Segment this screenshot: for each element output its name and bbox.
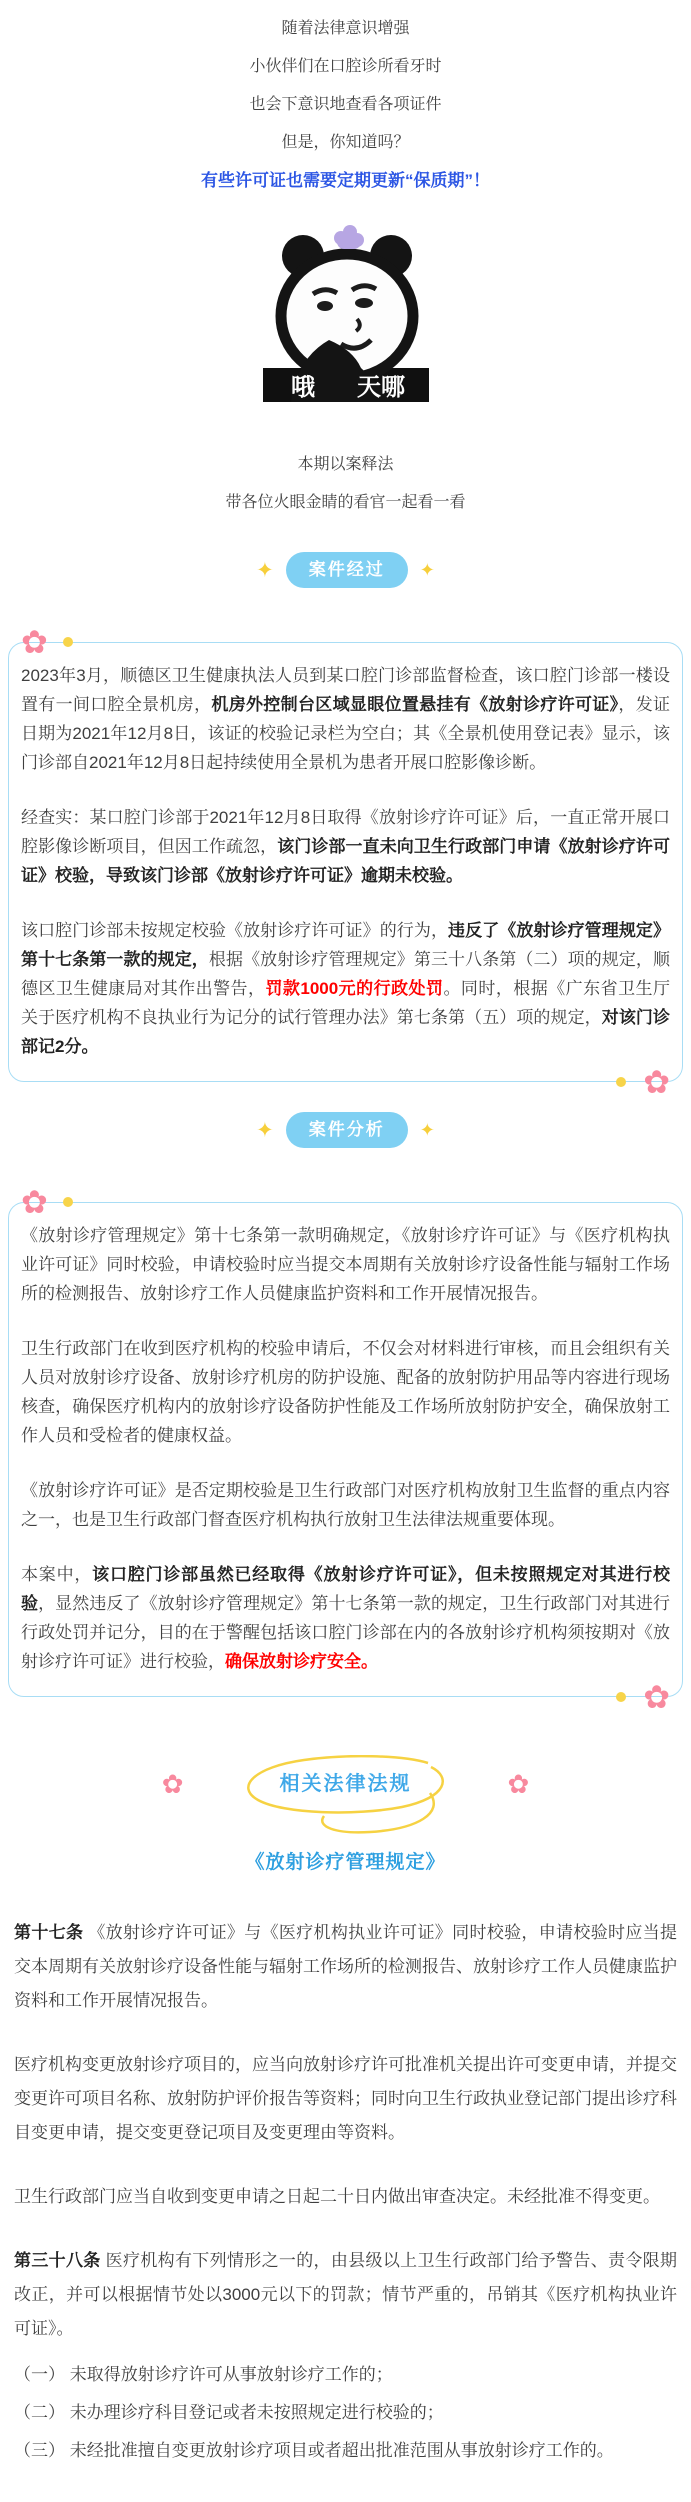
text-line: 但是，你知道吗？ — [281, 134, 410, 151]
dot-icon — [616, 1692, 626, 1702]
panda-meme-drawing — [257, 216, 435, 402]
body-text: 医疗机构变更放射诊疗项目的，应当向放射诊疗许可批准机关提出许可变更申请，并提交变更许可项目名称、放射防护评价报告等资料；同时向卫生行政执业登记部门提出诊疗科目变更申请，提交变更登记项目及变更理由等资料。 — [14, 2055, 677, 2142]
paragraph — [14, 2358, 677, 2392]
dot-icon — [63, 637, 73, 647]
related-laws-title: 相关法律法规 — [279, 1773, 412, 1795]
paragraph — [14, 2434, 677, 2468]
body-text: 2023年3月，顺德区卫生健康执法人员到某口腔门诊部监督检查，该口腔门诊部一楼设置有一间口腔全景机房， — [21, 666, 670, 714]
paragraph — [21, 1560, 670, 1676]
case-process-badge-label: 案件经过 — [286, 552, 408, 588]
red-emphasis-text: 确保放射诊疗安全。 — [225, 1652, 378, 1671]
body-text: ，发证日期为2021年12月8日，该证的校验记录栏为空白；其《全景机使用登记表》显示，该门诊部自2021年12月8日起持续使用全景机为患者开展口腔影像诊断。 — [21, 695, 671, 772]
paragraph — [14, 2396, 677, 2430]
paragraph — [21, 803, 670, 890]
body-text: ，显然违反了《放射诊疗管理规定》第十七条第一款的规定，卫生行政部门对其进行行政处罚并记分，目的在于警醒包括该口腔门诊部在内的各放射诊疗机构须按期对《放射诊疗许可证》进行校验， — [21, 1594, 671, 1671]
case-process-paragraphs — [21, 661, 670, 1061]
star-icon: ✦ — [256, 1118, 274, 1142]
case-analysis-paragraphs — [21, 1221, 670, 1676]
section-badge-case-process — [0, 552, 691, 588]
bold-emphasis-text: 机房外控制台区域显眼位置悬挂有《放射诊疗许可证》 — [211, 695, 619, 714]
body-text: （一） 未取得放射诊疗许可从事放射诊疗工作的； — [14, 2365, 393, 2384]
flower-icon: ✿ — [161, 1769, 184, 1799]
bold-emphasis-text: 该门诊部一直未向卫生行政部门申请《放射诊疗许可证》校验，导致该门诊部《放射诊疗许可证》逾期未校验。 — [21, 837, 671, 885]
paragraph — [14, 2244, 677, 2346]
bold-emphasis-text: 第三十八条 — [14, 2251, 101, 2270]
flower-icon: ✿ — [21, 624, 48, 660]
red-emphasis-text: 罚款1000元的行政处罚 — [265, 979, 444, 998]
bold-emphasis-text: 对该门诊部记2分。 — [21, 1008, 671, 1056]
body-text: 医疗机构有下列情形之一的，由县级以上卫生行政部门给予警告、责令限期改正，并可以根据情节处以3000元以下的罚款；情节严重的，吊销其《医疗机构执业许可证》。 — [14, 2251, 677, 2338]
meme-caption-right: 天哪 — [356, 374, 405, 401]
paragraph — [14, 2180, 677, 2214]
case-process-card — [8, 624, 683, 1100]
body-text: 。同时，根据《广东省卫生厅关于医疗机构不良执业行为记分的试行管理办法》第七条第（五）项的规定， — [21, 979, 670, 1027]
body-text: 根据《放射诊疗管理规定》第三十八条第（二）项的规定，顺德区卫生健康局对其作出警告， — [21, 950, 671, 998]
body-text: 经查实：某口腔门诊部于2021年12月8日取得《放射诊疗许可证》后，一直正常开展口腔影像诊断项目，但因工作疏忽， — [21, 808, 670, 856]
star-icon: ✦ — [419, 1120, 435, 1140]
paragraph — [14, 1916, 677, 2018]
dot-icon — [63, 1197, 73, 1207]
text-line: 本期以案释法 — [297, 456, 394, 473]
meme-caption-left: 哦 — [290, 374, 315, 401]
case-analysis-card — [8, 1184, 683, 1715]
related-laws-header — [0, 1755, 691, 1841]
law-articles — [14, 1916, 677, 2346]
bold-emphasis-text: 该口腔门诊部虽然已经取得《放射诊疗许可证》，但未按照规定对其进行校验 — [21, 1565, 671, 1613]
flower-icon: ✿ — [643, 1679, 670, 1715]
body-text: 《放射诊疗许可证》是否定期校验是卫生行政部门对医疗机构放射卫生监督的重点内容之一，也是卫生行政部门督查医疗机构执行放射卫生法律法规重要体现。 — [21, 1481, 670, 1529]
related-laws-title-wrap — [210, 1755, 482, 1841]
intro-text — [0, 0, 691, 162]
bold-emphasis-text: 违反了《放射诊疗管理规定》第十七条第一款的规定， — [21, 921, 671, 969]
panda-meme-image — [0, 216, 691, 402]
paragraph — [21, 661, 670, 777]
flower-icon: ✿ — [643, 1064, 670, 1100]
bold-emphasis-text: 第十七条 — [14, 1923, 84, 1942]
text-line: 小伙伴们在口腔诊所看牙时 — [249, 58, 442, 75]
intro-highlight: 有些许可证也需要定期更新“保质期”！ — [201, 171, 490, 190]
panda-eye-right — [355, 298, 373, 308]
paragraph — [21, 1221, 670, 1308]
paragraph — [14, 2048, 677, 2150]
panda-eye-left — [317, 301, 333, 311]
lead-text — [0, 446, 691, 522]
flower-icon: ✿ — [507, 1769, 530, 1799]
body-text: （三） 未经批准擅自变更放射诊疗项目或者超出批准范围从事放射诊疗工作的。 — [14, 2441, 614, 2460]
dot-icon — [616, 1077, 626, 1087]
paragraph — [21, 916, 670, 1061]
text-line: 带各位火眼金睛的看官一起看一看 — [225, 494, 466, 511]
star-icon: ✦ — [419, 560, 435, 580]
body-text: （二） 未办理诊疗科目登记或者未按照规定进行校验的； — [14, 2403, 444, 2422]
body-text: 本案中， — [21, 1565, 93, 1584]
body-text: 该口腔门诊部未按规定校验《放射诊疗许可证》的行为， — [21, 921, 449, 940]
text-line: 随着法律意识增强 — [281, 20, 410, 37]
text-line: 也会下意识地查看各项证件 — [249, 96, 442, 113]
paragraph — [21, 1334, 670, 1450]
body-text: 卫生行政部门应当自收到变更申请之日起二十日内做出审查决定。未经批准不得变更。 — [14, 2187, 660, 2206]
body-text: 《放射诊疗许可证》与《医疗机构执业许可证》同时校验，申请校验时应当提交本周期有关放射诊疗设备性能与辐射工作场所的检测报告、放射诊疗工作人员健康监护资料和工作开展情况报告。 — [14, 1923, 677, 2010]
paragraph — [21, 1476, 670, 1534]
body-text: 卫生行政部门在收到医疗机构的校验申请后，不仅会对材料进行审核，而且会组织有关人员对放射诊疗设备、放射诊疗机房的防护设施、配备的放射防护用品等内容进行现场核查，确保医疗机构内的放射诊疗设备防护性能及工作场所放射防护安全，确保放射工作人员和受检者的健康权益。 — [21, 1339, 670, 1445]
flower-icon: ✿ — [21, 1184, 48, 1220]
body-text: 《放射诊疗管理规定》第十七条第一款明确规定，《放射诊疗许可证》与《医疗机构执业许可证》同时校验，申请校验时应当提交本周期有关放射诊疗设备性能与辐射工作场所的检测报告、放射诊疗工作人员健康监护资料和工作开展情况报告。 — [21, 1226, 670, 1303]
star-icon: ✦ — [256, 558, 274, 582]
law-items — [14, 2358, 677, 2468]
law-document-title: 《放射诊疗管理规定》 — [245, 1852, 446, 1873]
section-badge-case-analysis — [0, 1112, 691, 1148]
case-analysis-badge-label: 案件分析 — [286, 1112, 408, 1148]
